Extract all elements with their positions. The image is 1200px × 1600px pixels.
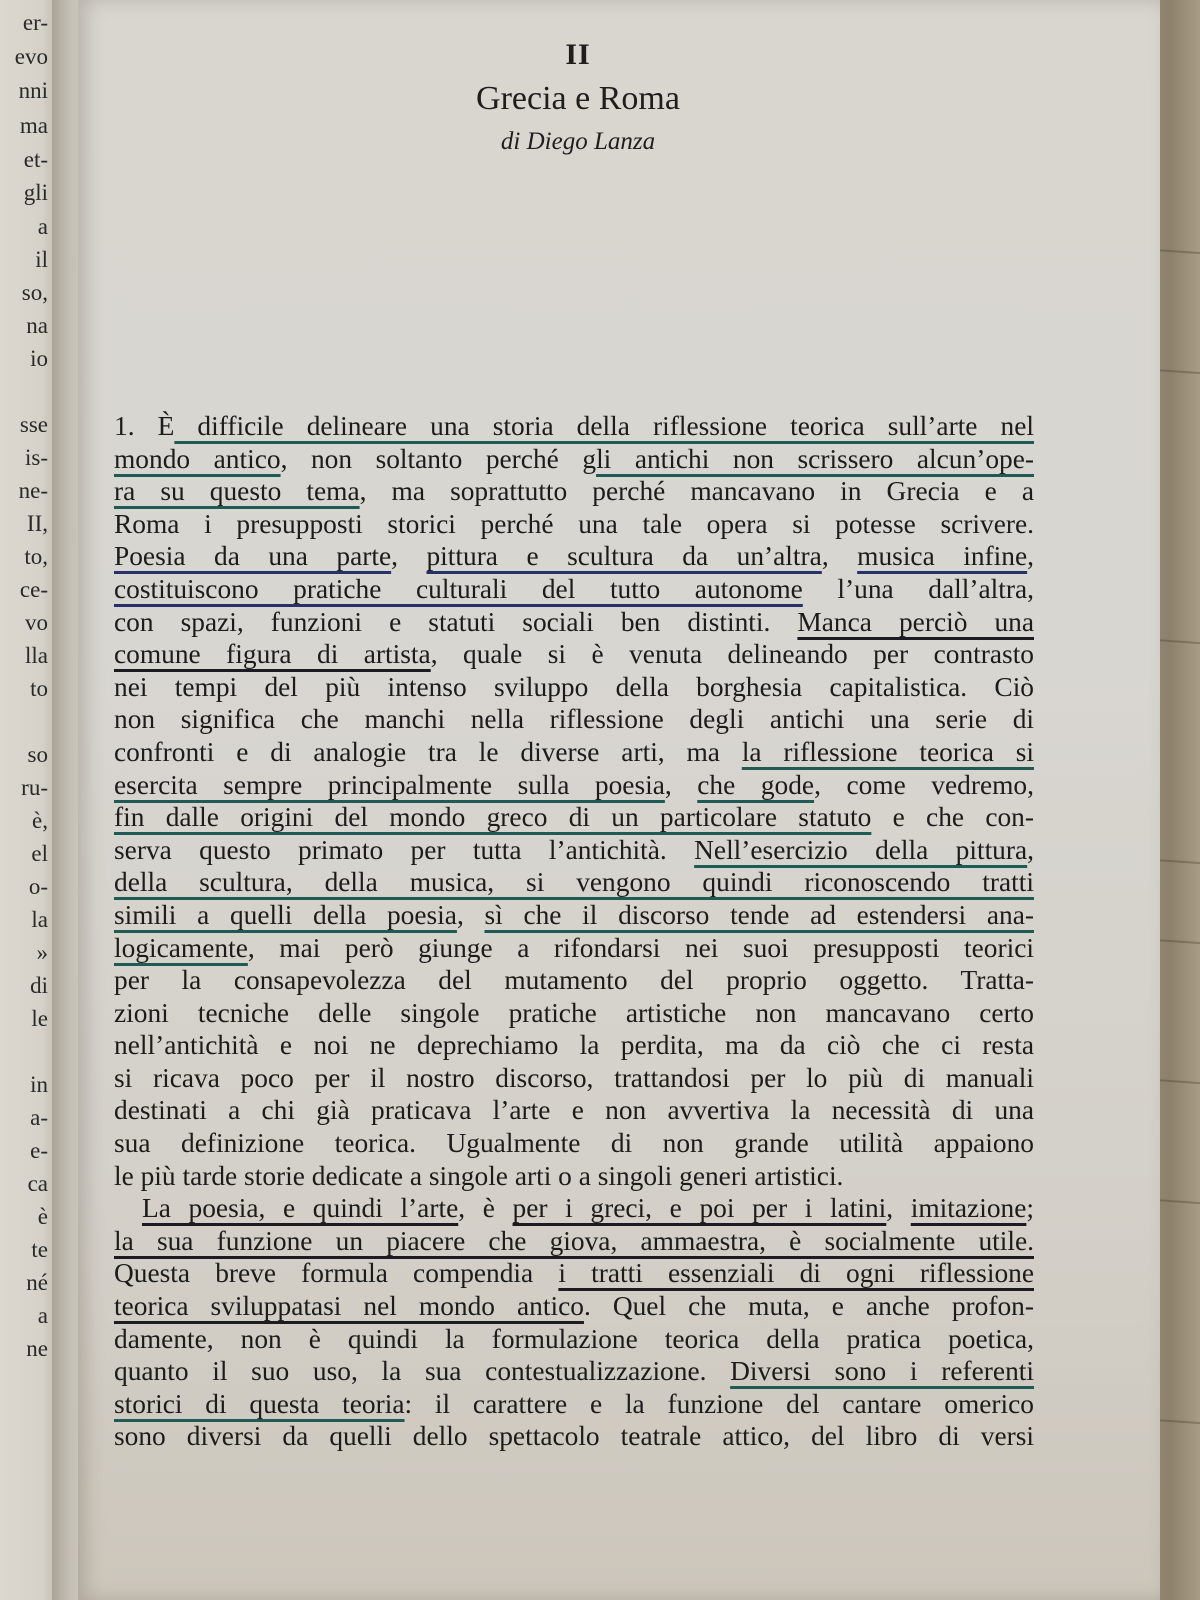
text-segment: , è [458,1193,513,1224]
left-page-text-fragment: le [31,1006,48,1031]
text-segment: : il carattere e la funzione del cantare omerico [404,1388,1034,1419]
left-page-text-fragment: na [26,313,48,338]
left-page-text-fragment: a- [30,1105,48,1130]
text-segment: con spazi, funzioni e statuti sociali ben distinti. [114,606,798,637]
pen-underlined-text: li antichi non scrissero alcun’ope- [596,443,1034,474]
text-line [114,1062,1034,1095]
left-page-text-fragment: II, [26,511,48,536]
left-page-text-fragment: ce- [19,577,48,602]
left-page-text-fragment: di [30,973,48,998]
left-page-text-fragment: e- [30,1138,48,1163]
text-segment: quanto il suo uso, la sua contestualizzazione. [114,1356,731,1387]
text-segment: nei tempi del più intenso sviluppo della borghesia capitalistica. Ciò [114,671,1034,702]
left-page-text-fragment: ne [26,1336,48,1361]
left-page-text-fragment: nni [18,78,48,103]
text-segment: , mai però giunge a rifondarsi nei suoi presupposti teorici [247,932,1034,963]
chapter-author: di Diego Lanza [500,128,656,155]
text-segment: le più tarde storie dedicate a singole arti o a singoli generi artistici. [114,1160,844,1191]
pen-underlined-text: Diversi sono i referenti [730,1356,1034,1387]
text-line [114,1388,1034,1421]
text-segment: , [1027,541,1034,572]
left-page-text-fragment: in [30,1072,48,1097]
text-segment: , [664,769,698,800]
left-page-text-fragment: a [37,1303,48,1328]
text-segment: confronti e di analogie tra le diverse arti, ma [114,736,742,767]
pen-underlined-text: i tratti essenziali di ogni riflessione [558,1258,1034,1289]
text-segment: , [391,541,427,572]
left-page-text-fragment: te [31,1237,48,1262]
text-line [114,573,1034,606]
left-page-text-fragment: is- [25,445,48,470]
right-page [78,0,1160,1600]
left-page-text-fragment: sse [19,412,48,437]
text-segment: si ricava poco per il nostro discorso, trattandosi per lo più di manuali [114,1062,1034,1093]
text-line [114,769,1034,802]
left-page-text-fragment: el [31,841,48,866]
left-page-text-fragment: » [36,940,48,965]
left-page-text-fragment: io [30,346,48,371]
left-page-text-fragment: ca [27,1171,48,1196]
chapter-title: Grecia e Roma [476,80,680,117]
left-page-text-fragment: è [37,1204,48,1229]
left-page-text-fragment: né [26,1270,48,1295]
text-segment: l’una dall’altra, [802,573,1035,604]
text-line [114,638,1034,671]
text-segment: , [456,899,485,930]
left-page-text-fragment: a [37,214,48,239]
text-line [114,1355,1034,1388]
text-segment: , [821,541,858,572]
pen-underlined-text: sì che il discorso tende ad estendersi ana- [484,899,1034,930]
text-line [114,508,1034,541]
text-segment: damente, non è quindi la formulazione teorica della pratica poetica, [114,1323,1034,1354]
text-line [114,540,1034,573]
left-page-text-fragment: vo [25,610,48,635]
text-segment: , [1027,834,1035,865]
pen-underlined-text: per i greci, e poi per i latini [512,1193,887,1224]
pen-underlined-text: la sua funzione un piacere che giova, ammaestra, è socialmente utile. [114,1225,1034,1256]
left-page-text-fragment: ne- [18,478,48,503]
text-line [114,703,1034,736]
text-segment: , ma soprattutto perché mancavano in Grecia e a [359,476,1034,507]
pen-underlined-text: teorica sviluppatasi nel mondo antico [114,1291,584,1322]
pen-underlined-text: Manca perciò una [797,606,1034,637]
pen-underlined-text: Nell’esercizio della pittura [694,834,1028,865]
text-line [114,997,1034,1030]
pen-underlined-text: simili a quelli della poesia [114,899,457,930]
text-line [114,1029,1034,1062]
text-segment: , non soltanto perché g [280,443,597,474]
text-line [114,834,1034,867]
text-line [114,671,1034,704]
text-line [114,866,1034,899]
text-line [114,1192,1034,1225]
text-segment: ; [1026,1193,1034,1224]
pen-underlined-text: ra su questo tema [114,476,360,507]
text-line [114,1323,1034,1356]
text-segment: non significa che manchi nella riflessione degli antichi una serie di [114,704,1034,735]
text-segment: , come vedremo, [814,769,1034,800]
text-line [114,899,1034,932]
pen-underlined-text: costituiscono pratiche culturali del tutto autonome [114,573,803,604]
text-segment: , quale si è venuta delineando per contrasto [430,639,1035,670]
text-line [114,410,1034,443]
pen-underlined-text: esercita sempre principalmente sulla poesia [114,769,665,800]
text-line [114,1160,1034,1193]
text-segment: e che con- [871,802,1034,833]
text-segment: , [886,1193,911,1224]
text-line [114,606,1034,639]
left-page-text-fragment: so [27,742,48,767]
pen-underlined-text: della scultura, della musica, si vengono quindi riconoscendo tratti [114,867,1034,898]
pen-underlined-text: pittura e scultura da un’altra [426,541,822,572]
pen-underlined-text: mondo antico [114,443,281,474]
text-line [114,964,1034,997]
text-segment: Questa breve formula compendia [114,1258,559,1289]
left-page-edge [0,0,52,1600]
text-segment: destinati a chi già praticava l’arte e non avvertiva la necessità di una [114,1095,1034,1126]
left-page-text-fragment: so, [21,280,48,305]
pen-underlined-text: Poesia da una parte [114,541,392,572]
text-segment: nell’antichità e noi ne deprechiamo la perdita, ma da ciò che ci resta [114,1030,1034,1061]
left-page-text-fragment: lla [25,643,48,668]
pen-underlined-text: difficile delineare una storia della riflessione teorica sull’arte nel [174,411,1034,441]
text-segment: . Quel che muta, e anche profon- [583,1291,1034,1322]
left-page-text-fragment: è, [32,808,48,833]
left-page-text-fragment: ma [19,113,48,138]
text-line [114,1094,1034,1127]
text-line [114,736,1034,769]
body-text [114,410,1034,1453]
left-page-text-fragment: gli [23,180,48,205]
text-segment: Roma i presupposti storici perché una tale opera si potesse scrivere. [114,508,1034,539]
pen-underlined-text: La poesia, e quindi l’arte [142,1193,459,1224]
pen-underlined-text: la riflessione teorica si [741,736,1034,767]
pen-underlined-text: imitazione [910,1193,1027,1224]
pen-underlined-text: logicamente [114,932,248,963]
text-segment: serva questo primato per tutta l’antichità. [114,834,695,865]
pen-underlined-text: musica infine [857,541,1028,572]
text-line [114,1420,1034,1453]
text-line [114,1290,1034,1323]
text-segment: 1. È [114,411,175,441]
left-page-text-fragment: o- [28,874,48,899]
text-line [114,801,1034,834]
pen-underlined-text: che gode [697,769,815,800]
left-page-text-fragment: er- [22,10,48,35]
text-line [114,1257,1034,1290]
text-line [114,1127,1034,1160]
text-segment: sua definizione teorica. Ugualmente di non grande utilità appaiono [114,1128,1034,1159]
text-segment: zioni tecniche delle singole pratiche artistiche non mancavano certo [114,997,1034,1028]
text-line [114,475,1034,508]
left-page-text-fragment: il [35,247,48,272]
left-page-text-fragment: ru- [21,775,48,800]
left-page-text-fragment: to [30,676,48,701]
pen-underlined-text: fin dalle origini del mondo greco di un particolare statuto [114,802,872,833]
text-line [114,443,1034,476]
left-page-text-fragment: la [31,907,48,932]
pen-underlined-text: storici di questa teoria [114,1388,405,1419]
chapter-number: II [565,38,591,71]
text-segment: per la consapevolezza del mutamento del proprio oggetto. Tratta- [114,965,1034,996]
pen-underlined-text: comune figura di artista [114,639,431,670]
left-page-text-fragment: et- [23,147,48,172]
text-line [114,932,1034,965]
text-segment: sono diversi da quelli dello spettacolo teatrale attico, del libro di versi [114,1421,1034,1452]
left-page-text-fragment: to, [24,544,48,569]
left-page-text-fragment: evo [14,44,48,69]
text-line [114,1225,1034,1258]
